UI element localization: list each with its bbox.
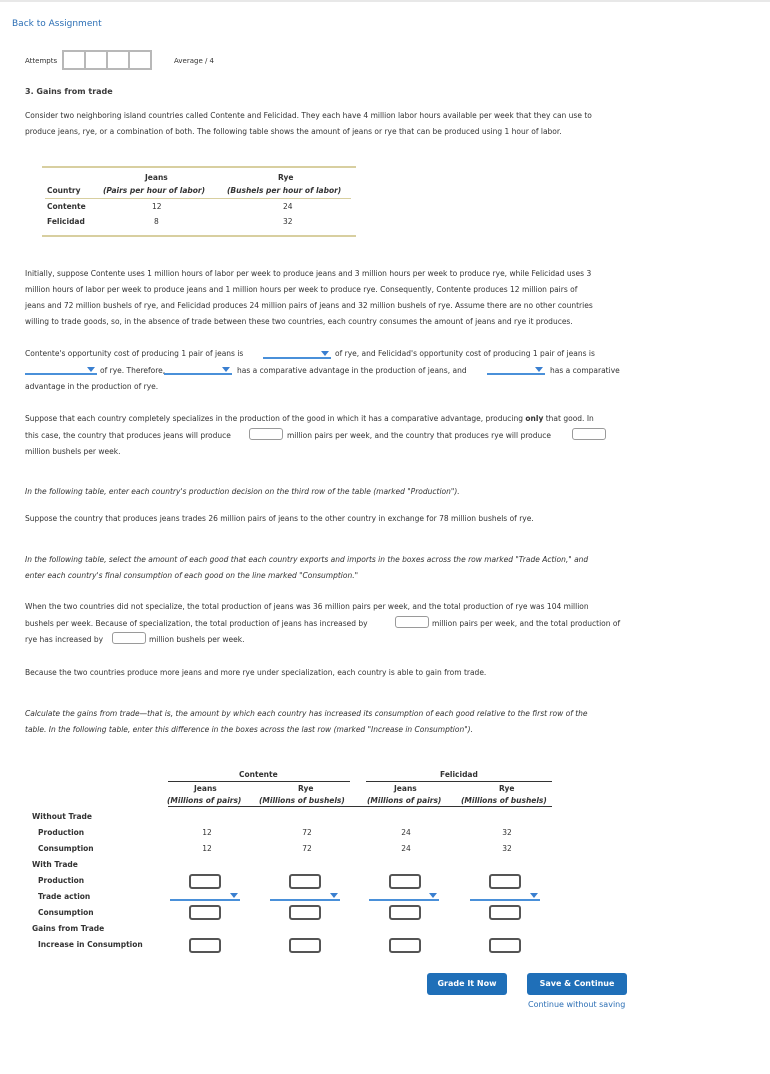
felicidad-rye-trade-dropdown[interactable] [470, 893, 540, 901]
felicidad-rye-production-input[interactable] [489, 874, 521, 889]
initial-line-1: Initially, suppose Contente uses 1 million hours of labor per week to produce jeans and 3 million hours per week to produce rye, while Felicidad uses 3 [25, 269, 592, 278]
felicidad-jeans-trade-input[interactable] [389, 905, 421, 920]
instruction-trade-line-2: enter each country's final consumption of each good on the line marked "Consumption." [25, 571, 359, 580]
col-jeans: Jeans [194, 784, 217, 793]
trade-statement: Suppose the country that produces jeans trades 26 million pairs of jeans to the other country in exchange for 78 million bushels of rye. [25, 514, 534, 523]
opp-text-6: advantage in the production of rye. [25, 382, 159, 391]
total-text-3a: rye has increased by [25, 635, 104, 644]
country-header: Country [47, 186, 81, 195]
contente-header: Contente [239, 770, 278, 779]
contente-rye-increase-input[interactable] [289, 938, 321, 953]
total-text-2b: million pairs per week, and the total production of [432, 619, 621, 628]
contente-jeans-consumption: 12 [202, 844, 212, 853]
instruction-trade [25, 552, 643, 584]
consumption-label: Consumption [38, 908, 94, 917]
felicidad-jeans-trade-dropdown[interactable] [369, 893, 439, 901]
gains-from-trade-label: Gains from Trade [32, 924, 105, 933]
felicidad-jeans-production-input[interactable] [389, 874, 421, 889]
question-title: 3. Gains from trade [25, 87, 113, 96]
contente-jeans-production-input[interactable] [189, 874, 221, 889]
special-text-3: this case, the country that produces jeans will produce [25, 431, 231, 440]
col-rye: Rye [298, 784, 314, 793]
rye-production-input[interactable] [572, 428, 606, 440]
instruction-production: In the following table, enter each country's production decision on the third row of the table (marked "Production"). [25, 487, 460, 496]
col-jeans-unit: (Millions of pairs) [167, 796, 242, 805]
col-rye-unit: (Millions of bushels) [461, 796, 547, 805]
continue-without-saving-link[interactable]: Continue without saving [528, 1000, 626, 1009]
grade-it-now-button[interactable]: Grade It Now [427, 973, 507, 995]
total-text-3b: million bushels per week. [149, 635, 245, 644]
intro-line-1: Consider two neighboring island countries called Contente and Felicidad. They each have 4 million labor hours available per week that they can use to [25, 111, 592, 120]
initial-line-4: willing to trade goods, so, in the absence of trade between these two countries, each country consumes the amount of jeans and rye it produces. [25, 317, 573, 326]
contente-opportunity-cost-dropdown[interactable] [263, 349, 331, 359]
units-line [168, 806, 552, 807]
jeans-production-input[interactable] [249, 428, 283, 440]
felicidad-header-line [366, 781, 552, 782]
special-text-1a: Suppose that each country completely specializes in the production of the good in which it has a comparative advantage, producing [25, 414, 523, 423]
contente-header-line [168, 781, 350, 782]
row-jeans: 8 [154, 217, 159, 226]
col-rye: Rye [499, 784, 515, 793]
initial-text [25, 266, 643, 330]
opp-text-2: of rye, and Felicidad's opportunity cost of producing 1 pair of jeans is [335, 349, 595, 358]
col-jeans-unit: (Millions of pairs) [367, 796, 442, 805]
felicidad-rye-production: 32 [502, 828, 512, 837]
header-divider [45, 198, 351, 199]
instruction-gains-line-2: table. In the following table, enter this difference in the boxes across the last row (marked "Increase in Consumption"). [25, 725, 473, 734]
contente-jeans-trade-dropdown[interactable] [170, 893, 240, 901]
special-text-1 [25, 414, 594, 423]
production-label: Production [38, 876, 85, 885]
production-label: Production [38, 828, 85, 837]
attempt-box [64, 52, 86, 68]
opp-text-5: has a comparative [550, 366, 620, 375]
contente-rye-production: 72 [302, 828, 312, 837]
row-rye: 32 [283, 217, 293, 226]
jeans-header: Jeans [145, 173, 168, 182]
gain-statement: Because the two countries produce more jeans and more rye under specialization, each country is able to gain from trade. [25, 668, 487, 677]
felicidad-jeans-increase-input[interactable] [389, 938, 421, 953]
production-rate-table [42, 166, 356, 237]
contente-rye-production-input[interactable] [289, 874, 321, 889]
felicidad-header: Felicidad [440, 770, 478, 779]
felicidad-jeans-production: 24 [401, 828, 411, 837]
row-rye: 24 [283, 202, 293, 211]
save-and-continue-button[interactable]: Save & Continue [527, 973, 627, 995]
instruction-trade-line-1: In the following table, select the amount of each good that each country exports and imports in the boxes across the row marked "Trade Action," and [25, 555, 589, 564]
special-text-4: million pairs per week, and the country that produces rye will produce [287, 431, 551, 440]
total-text-1: When the two countries did not specialize, the total production of jeans was 36 million pairs per week, and the total production of rye was 104 million [25, 602, 589, 611]
rye-unit: (Bushels per hour of labor) [227, 186, 342, 195]
without-trade-label: Without Trade [32, 812, 92, 821]
row-jeans: 12 [152, 202, 162, 211]
total-text-2a: bushels per week. Because of specialization, the total production of jeans has increased by [25, 619, 368, 628]
contente-rye-trade-dropdown[interactable] [270, 893, 340, 901]
felicidad-jeans-consumption: 24 [401, 844, 411, 853]
col-jeans: Jeans [394, 784, 417, 793]
opp-text-4: has a comparative advantage in the production of jeans, and [237, 366, 467, 375]
felicidad-rye-increase-input[interactable] [489, 938, 521, 953]
consumption-label: Consumption [38, 844, 94, 853]
intro-text [25, 108, 643, 140]
only-bold: only [525, 414, 544, 423]
contente-rye-consumption: 72 [302, 844, 312, 853]
rye-advantage-dropdown[interactable] [487, 365, 545, 375]
attempts-indicator [62, 50, 152, 70]
felicidad-opportunity-cost-dropdown[interactable] [25, 365, 97, 375]
contente-jeans-production: 12 [202, 828, 212, 837]
instruction-gains [25, 706, 643, 738]
attempts-label: Attempts [25, 57, 58, 65]
rye-increase-input[interactable] [112, 632, 146, 644]
back-to-assignment-link[interactable]: Back to Assignment [12, 19, 102, 29]
contente-rye-trade-input[interactable] [289, 905, 321, 920]
rye-header: Rye [278, 173, 294, 182]
jeans-increase-input[interactable] [395, 616, 429, 628]
row-country: Contente [47, 202, 86, 211]
felicidad-rye-trade-input[interactable] [489, 905, 521, 920]
attempt-box [108, 52, 130, 68]
attempt-box [130, 52, 150, 68]
intro-line-2: produce jeans, rye, or a combination of both. The following table shows the amount of jeans or rye that can be produced using 1 hour of labor. [25, 127, 562, 136]
opp-text-1: Contente's opportunity cost of producing 1 pair of jeans is [25, 349, 244, 358]
felicidad-rye-consumption: 32 [502, 844, 512, 853]
attempt-box [86, 52, 108, 68]
trade-action-label: Trade action [38, 892, 91, 901]
contente-jeans-trade-input[interactable] [189, 905, 221, 920]
row-country: Felicidad [47, 217, 85, 226]
jeans-unit: (Pairs per hour of labor) [103, 186, 206, 195]
special-text-1b: that good. In [545, 414, 594, 423]
special-text-5: million bushels per week. [25, 447, 121, 456]
increase-consumption-label: Increase in Consumption [38, 940, 143, 949]
instruction-gains-line-1: Calculate the gains from trade—that is, the amount by which each country has increased its consumption of each good relative to the first row of the [25, 709, 588, 718]
top-border [0, 0, 770, 4]
initial-line-2: million hours of labor per week to produce jeans and 1 million hours per week to produce rye. Consequently, Contente produces 12 million pairs of [25, 285, 578, 294]
col-rye-unit: (Millions of bushels) [259, 796, 345, 805]
contente-jeans-increase-input[interactable] [189, 938, 221, 953]
opp-text-3: of rye. Therefore, [100, 366, 166, 375]
average-score: Average / 4 [174, 57, 215, 65]
initial-line-3: jeans and 72 million bushels of rye, and Felicidad produces 24 million pairs of jeans and 32 million bushels of rye. Assume there are no other countries [25, 301, 593, 310]
jeans-advantage-dropdown[interactable] [164, 365, 232, 375]
with-trade-label: With Trade [32, 860, 78, 869]
